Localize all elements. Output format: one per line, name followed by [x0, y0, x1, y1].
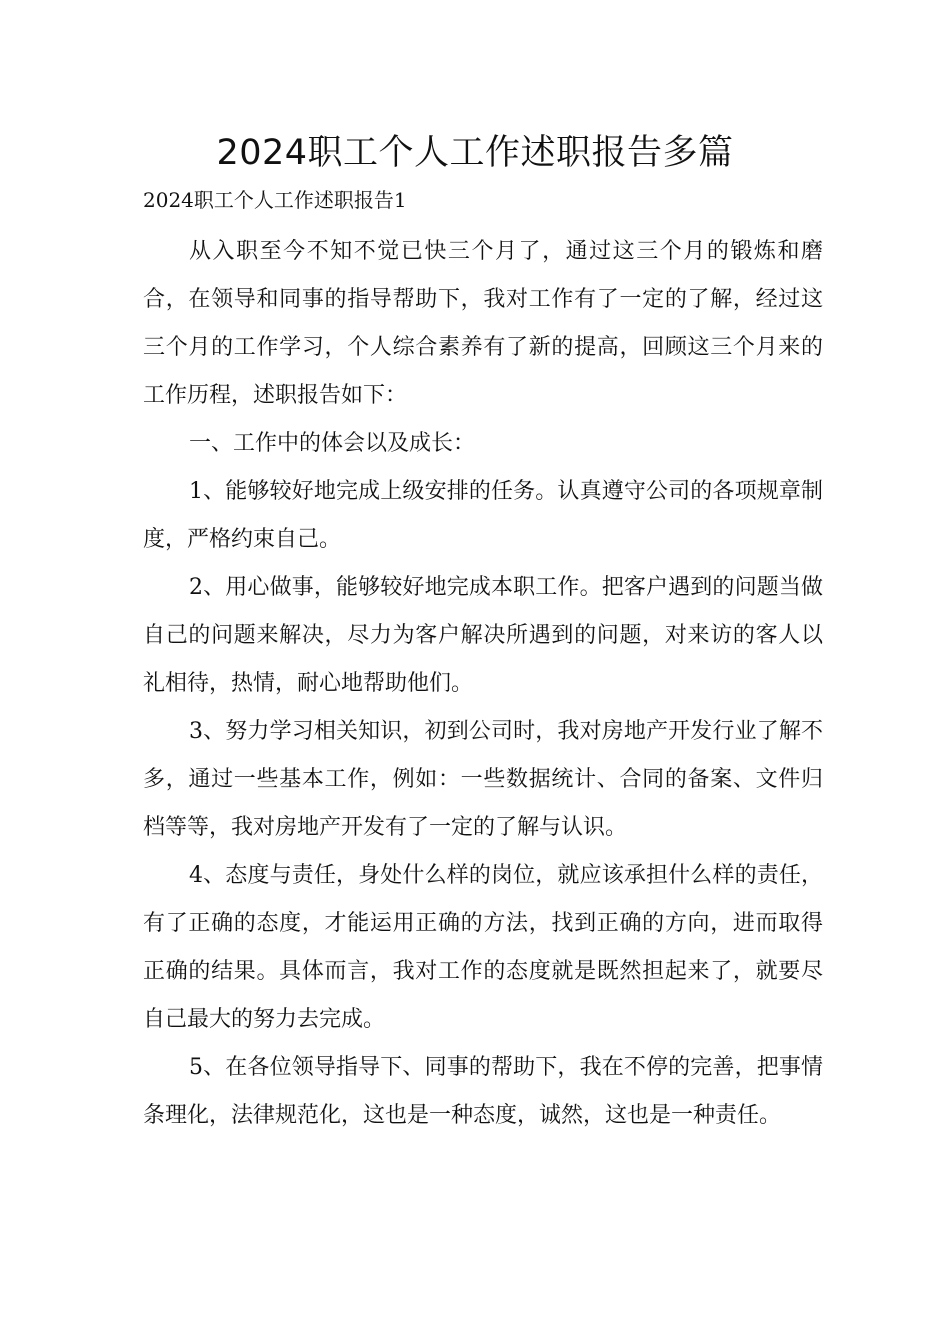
paragraph-item-5: 5、在各位领导指导下、同事的帮助下，我在不停的完善，把事情条理化，法律规范化，这也是一种态度，诚然，这也是一种责任。: [143, 1055, 823, 1128]
paragraph-item-3: 3、努力学习相关知识，初到公司时，我对房地产开发行业了解不多，通过一些基本工作，例如：一些数据统计、合同的备案、文件归档等等，我对房地产开发有了一定的了解与认识。: [143, 719, 823, 840]
section-title: 2024职工个人工作述职报告1: [143, 188, 407, 212]
paragraph-item-4: 4、态度与责任，身处什么样的岗位，就应该承担什么样的责任，有了正确的态度，才能运用正确的方法，找到正确的方向，进而取得正确的结果。具体而言，我对工作的态度就是既然担起来了，就要尽自己最大的努力去完成。: [143, 863, 823, 1032]
document-title: 2024职工个人工作述职报告多篇: [216, 133, 734, 173]
document-body: [143, 228, 823, 1140]
paragraph-heading-experience: 一、工作中的体会以及成长：: [189, 431, 476, 456]
paragraph-intro: 从入职至今不知不觉已快三个月了，通过这三个月的锻炼和磨合，在领导和同事的指导帮助下，我对工作有了一定的了解，经过这三个月的工作学习，个人综合素养有了新的提高，回顾这三个月来的工作历程，述职报告如下：: [143, 239, 823, 408]
paragraph-item-2: 2、用心做事，能够较好地完成本职工作。把客户遇到的问题当做自己的问题来解决，尽力为客户解决所遇到的问题，对来访的客人以礼相待，热情，耐心地帮助他们。: [143, 575, 823, 696]
paragraph-item-1: 1、能够较好地完成上级安排的任务。认真遵守公司的各项规章制度，严格约束自己。: [143, 479, 823, 552]
